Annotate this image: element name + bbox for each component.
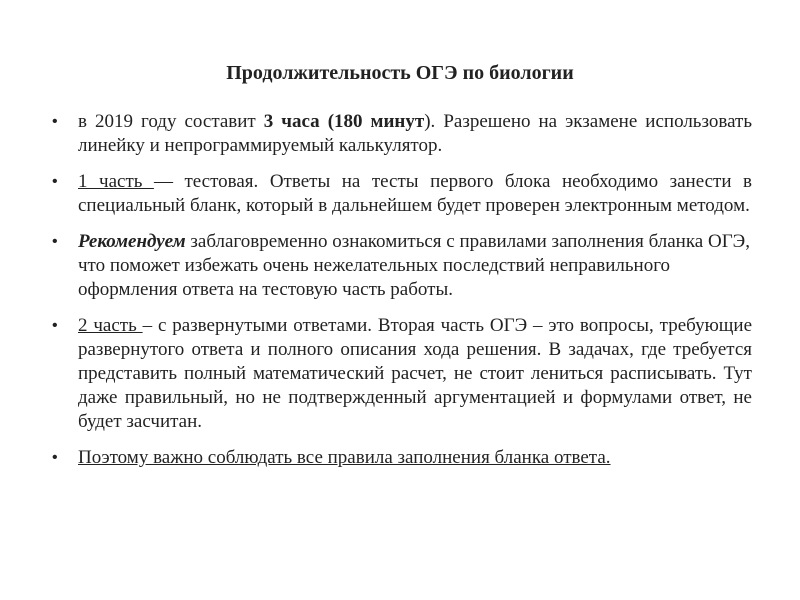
bullet-item [78, 170, 752, 218]
text-segment: 2 часть [78, 315, 143, 336]
text-segment: Рекомендуем [78, 231, 186, 252]
bullet-list [78, 110, 752, 482]
bullet-item [78, 314, 752, 434]
slide-title: Продолжительность ОГЭ по биологии [226, 62, 574, 84]
text-segment: заблаговременно ознакомиться с правилами заполнения бланка ОГЭ, что поможет избежать очень нежелательных последствий неправильного оформления ответа на тестовую часть работы. [78, 231, 750, 300]
text-segment: 3 часа (180 минут [263, 111, 425, 132]
text-segment: ). Разрешено на экзамене использовать линейку и непрограммируемый калькулятор. [78, 111, 752, 156]
bullet-item [78, 230, 752, 302]
text-segment: Поэтому важно соблюдать все правила заполнения бланка ответа. [78, 447, 611, 468]
text-segment: — тестовая. Ответы на тесты первого блока необходимо занести в специальный бланк, который в дальнейшем будет проверен электронным методом. [78, 171, 753, 216]
text-segment: 1 часть [78, 171, 154, 192]
bullet-item [78, 446, 752, 470]
bullet-item [78, 110, 752, 158]
text-segment: в 2019 году составит [78, 111, 264, 132]
text-segment: – с развернутыми ответами. Вторая часть ОГЭ – это вопросы, требующие развернутого ответа и полного описания хода решения. В задачах, где требуется представить полный математический расчет, не стоит лениться расписывать. Тут даже правильный, но не подтвержденный аргументацией и формулами ответ, не будет засчитан. [78, 315, 752, 432]
